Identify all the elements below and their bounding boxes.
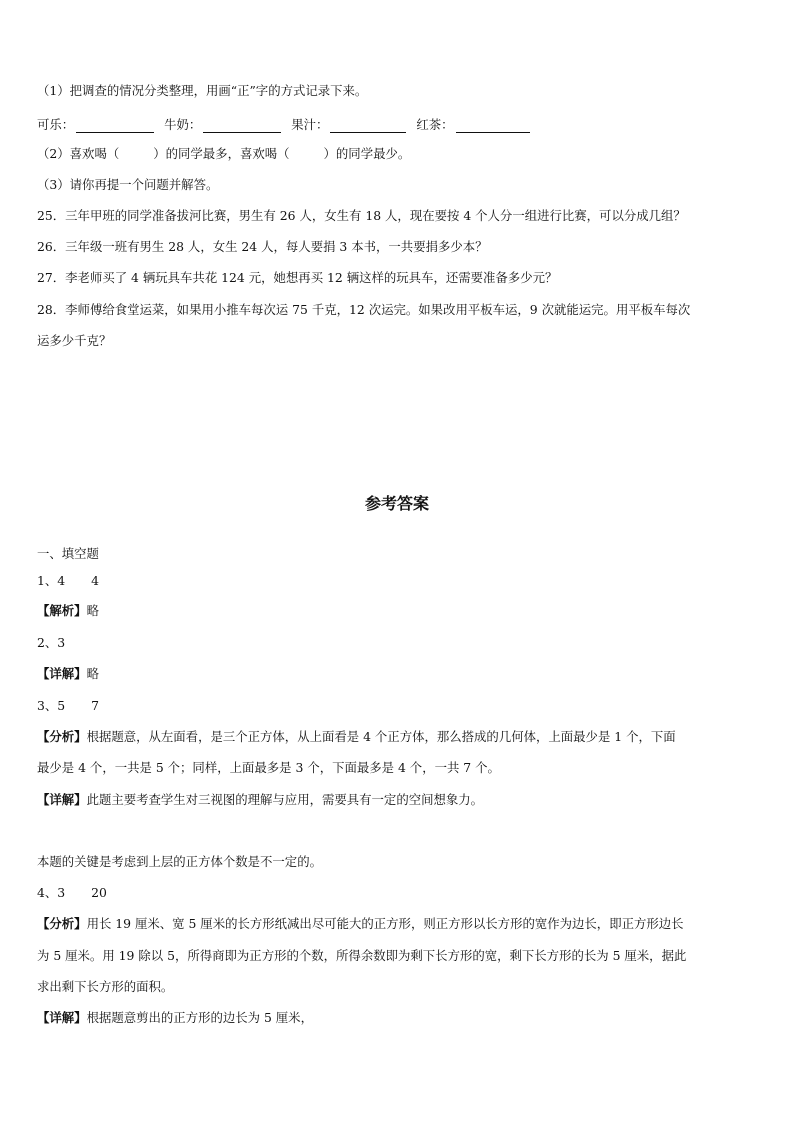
answer-1 bbox=[37, 573, 762, 589]
answer-1-note-text: 略 bbox=[86, 603, 99, 618]
tag-xiangjie: 【详解】 bbox=[37, 666, 87, 681]
question-28-line1: 28．李师傅给食堂运菜，如果用小推车每次运 75 千克，12 次运完。如果改用平板车运，9 次就能运完。用平板车每次 bbox=[37, 302, 691, 317]
answer-4-detail-text: 根据题意剪出的正方形的边长为 5 厘米， bbox=[86, 1010, 313, 1025]
blank-cola bbox=[76, 118, 154, 133]
answer-3-analysis bbox=[37, 729, 762, 745]
answer-3-analysis-cont: 最少是 4 个，一共是 5 个；同样，上面最多是 3 个，下面最多是 4 个，一共 7 个。 bbox=[37, 760, 500, 775]
answer-2: 2、3 bbox=[37, 635, 66, 650]
q24-part2-a: （2）喜欢喝（ bbox=[37, 146, 120, 161]
label-tea: 红茶： bbox=[416, 117, 454, 132]
answer-3 bbox=[37, 698, 762, 714]
answer-4-analysis-cont: 为 5 厘米。用 19 除以 5，所得商即为正方形的个数，所得余数即为剩下长方形的宽，剩下长方形的长为 5 厘米，据此 bbox=[37, 948, 687, 963]
blank-juice bbox=[330, 118, 406, 133]
tag-fenxi: 【分析】 bbox=[37, 916, 87, 931]
q24-part1: （1）把调查的情况分类整理，用画“正”字的方式记录下来。 bbox=[37, 83, 368, 98]
answer-3-detail bbox=[37, 792, 762, 808]
answer-4-analysis bbox=[37, 916, 762, 932]
blank-tea bbox=[456, 118, 530, 133]
label-juice: 果汁： bbox=[291, 117, 329, 132]
answer-3-analysis-text: 根据题意，从左面看，是三个正方体，从上面看是 4 个正方体，那么搭成的几何体，上面最少是 1 个，下面 bbox=[86, 729, 676, 744]
answers-title: 参考答案 bbox=[364, 494, 429, 513]
answer-4-analysis-text: 用长 19 厘米、宽 5 厘米的长方形纸减出尽可能大的正方形，则正方形以长方形的宽作为边长，即正方形边长 bbox=[86, 916, 684, 931]
section-heading: 一、填空题 bbox=[37, 546, 99, 561]
q24-part3: （3）请你再提一个问题并解答。 bbox=[37, 177, 219, 192]
answer-1-note bbox=[37, 603, 762, 619]
answer-3-key-point: 本题的关键是考虑到上层的正方体个数是不一定的。 bbox=[37, 854, 322, 869]
answer-4-value: 20 bbox=[91, 885, 107, 900]
answer-4 bbox=[37, 885, 762, 901]
question-25: 25．三年甲班的同学准备拔河比赛，男生有 26 人，女生有 18 人，现在要按 4 个人分一组进行比赛，可以分成几组？ bbox=[37, 208, 686, 223]
blank-milk bbox=[203, 118, 281, 133]
tag-xiangjie: 【详解】 bbox=[37, 1010, 87, 1025]
tag-xiangjie: 【详解】 bbox=[37, 792, 87, 807]
label-milk: 牛奶： bbox=[164, 117, 202, 132]
q24-part2-b: ）的同学最多，喜欢喝（ bbox=[153, 146, 290, 161]
question-28-line2: 运多少千克？ bbox=[37, 333, 112, 348]
answer-2-note-text: 略 bbox=[86, 666, 99, 681]
q24-part2-c: ）的同学最少。 bbox=[323, 146, 411, 161]
question-26: 26．三年级一班有男生 28 人，女生 24 人，每人要捐 3 本书，一共要捐多少本？ bbox=[37, 239, 488, 254]
q24-part2 bbox=[37, 146, 762, 162]
answer-4-number: 4、3 bbox=[37, 885, 66, 900]
answer-3-value: 7 bbox=[91, 698, 100, 713]
tag-fenxi: 【分析】 bbox=[37, 729, 87, 744]
label-cola: 可乐： bbox=[37, 117, 75, 132]
answer-3-detail-text: 此题主要考查学生对三视图的理解与应用，需要具有一定的空间想象力。 bbox=[86, 792, 484, 807]
answer-4-analysis-cont2: 求出剩下长方形的面积。 bbox=[37, 979, 174, 994]
answer-2-note bbox=[37, 666, 762, 682]
answer-3-number: 3、5 bbox=[37, 698, 66, 713]
q24-tally-blanks bbox=[37, 115, 757, 133]
question-27: 27．李老师买了 4 辆玩具车共花 124 元，她想再买 12 辆这样的玩具车，还需要准备多少元？ bbox=[37, 270, 558, 285]
answer-4-detail bbox=[37, 1010, 762, 1026]
tag-jiexi: 【解析】 bbox=[37, 603, 87, 618]
answer-1-number: 1、4 bbox=[37, 573, 66, 588]
answer-1-value: 4 bbox=[91, 573, 100, 588]
